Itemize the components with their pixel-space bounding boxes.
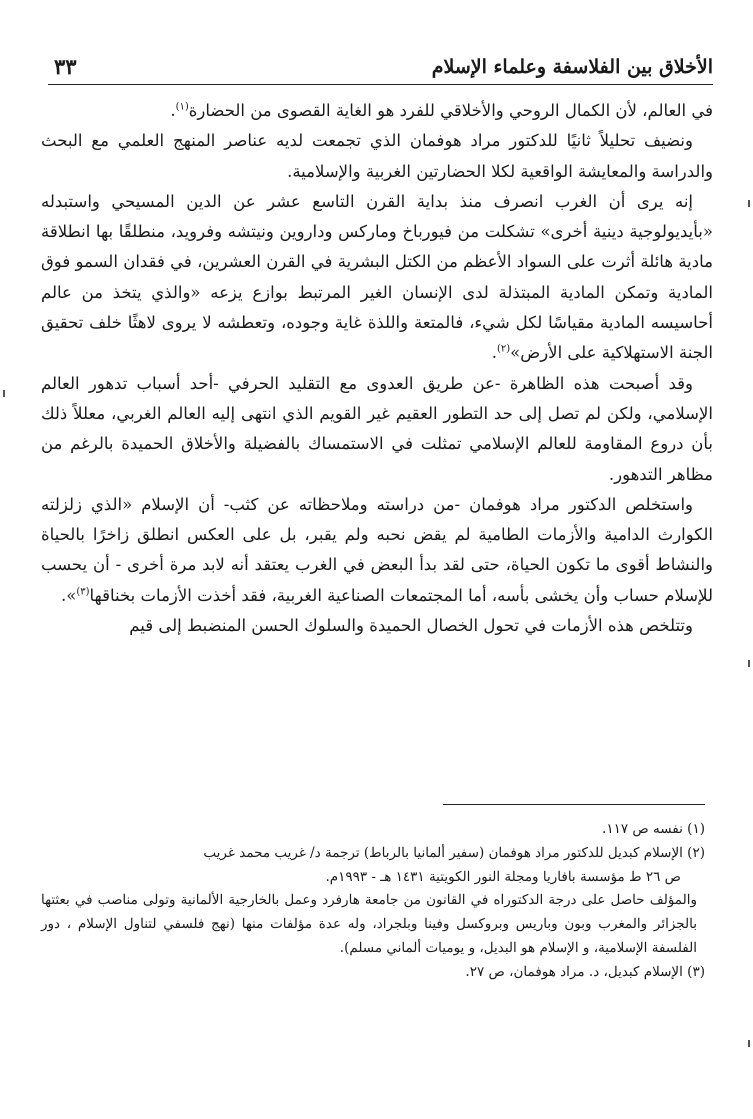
footnote-ref-3: (٣) (76, 586, 90, 598)
author-note: والمؤلف حاصل على درجة الدكتوراه في القانون من جامعة هارفرد وعمل بالخارجية الألمانية وتولى مناصب في بعثتها بالجزائر والمغرب وبون وباريس وبروكسل وفينا وبلجراد، وله عدة مؤلفات منها (نهج فلسفي لتناول الإسلام ، دور الفلسفة الإسلامية، و الإسلام هو البديل، و يوميات ألماني مسلم). (41, 892, 697, 956)
footnote-2-continuation: ص ٢٦ ط مؤسسة بافاريا ومجلة النور الكويتية ١٤٣١ هـ - ١٩٩٣م. (325, 868, 681, 885)
paragraph-4: وقد أصبحت هذه الظاهرة -عن طريق العدوى مع التقليد الحرفي -أحد أسباب تدهور العالم الإسلامي، ولكن لم تصل إلى حد التطور العقيم غير القويم الذي انتهى إليه العالم الغربي، معللاً ذلك بأن دروع المقاومة للعالم الإسلامي تمثلت في الاستمساك بالفضيلة والأخلاق الحميدة بالرغم من مظاهر التدهور. (41, 373, 713, 484)
paragraph-5: واستخلص الدكتور مراد هوفمان -من دراسته وملاحظاته عن كثب- أن الإسلام «الذي زلزلته الكوارث الدامية والأزمات الطامية لم يقض نحبه ولم يقبر، بل على العكس انطلق زاخرًا بالحياة والنشاط أقوى ما تكون الحياة، حتى لقد بدأ البعض في الغرب يعتقد أنه لابد مرة أخرى - أن يحسب للإسلام حساب وأن يخشى بأسه، أما المجتمعات الصناعية الغربية، فقد أخذت الأزمات بخناقها$^{(٣)}$». (41, 494, 713, 605)
footnote-ref-1: (١) (175, 101, 189, 113)
footnote-ref-2: (٢) (496, 343, 511, 355)
footnote-1: (١) نفسه ص ١١٧. (602, 821, 705, 837)
footnote-3: (٣) الإسلام كبديل، د. مراد هوفمان، ص ٢٧. (465, 963, 705, 980)
paragraph-3: إنه يرى أن الغرب انصرف منذ بداية القرن التاسع عشر عن الدين المسيحي واستبدله «بأيديولوجية دينية أخرى» تشكلت من فيورباخ وماركس وداروين ونيتشه وفرويد، منطلقًا بها انطلاقة مادية هائلة أثرت على السواد الأعظم من الكتل البشرية في القرن العشرين، في فقدان السمو فوق المادية وتمكن المادية المبتذلة لدى الإنسان الغير المرتبط بوازع يزعه «والذي يتخذ من عالم أحاسيسه المادية مقياسًا لكل شيء، فالمتعة واللذة غاية وجوده، وتعطشه لا يروى لاهثًا خلف تحقيق الجنة الاستهلاكية على الأرض»$^{(٢)}$. (41, 191, 713, 363)
scan-edge-mark (3, 390, 5, 397)
running-header-title: الأخلاق بين الفلاسفة وعلماء الإسلام (431, 56, 713, 78)
footnote-2: (٢) الإسلام كبديل للدكتور مراد هوفمان (سفير ألمانيا بالرباط) ترجمة د/ غريب محمد غريب (203, 844, 705, 861)
footnotes (41, 818, 705, 985)
footnote-separator (443, 804, 705, 805)
paragraph-1: في العالم، لأن الكمال الروحي والأخلاقي للفرد هو الغاية القصوى من الحضارة$^{(١)}$. (170, 101, 713, 120)
main-text (41, 96, 713, 641)
running-header (48, 52, 713, 85)
scan-edge-mark (748, 1040, 750, 1047)
paragraph-6: وتتلخص هذه الأزمات في تحول الخصال الحميدة والسلوك الحسن المنضبط إلى قيم (129, 616, 693, 636)
paragraph-2: ونضيف تحليلاً ثانيًا للدكتور مراد هوفمان الذي تجمعت لديه عناصر المنهج العلمي مع البحث والدراسة والمعايشة الواقعية لكلا الحضارتين الغربية والإسلامية. (41, 131, 713, 181)
page-number: ٣٣ (54, 54, 77, 79)
scan-edge-mark (748, 200, 750, 207)
scan-edge-mark (748, 660, 750, 667)
